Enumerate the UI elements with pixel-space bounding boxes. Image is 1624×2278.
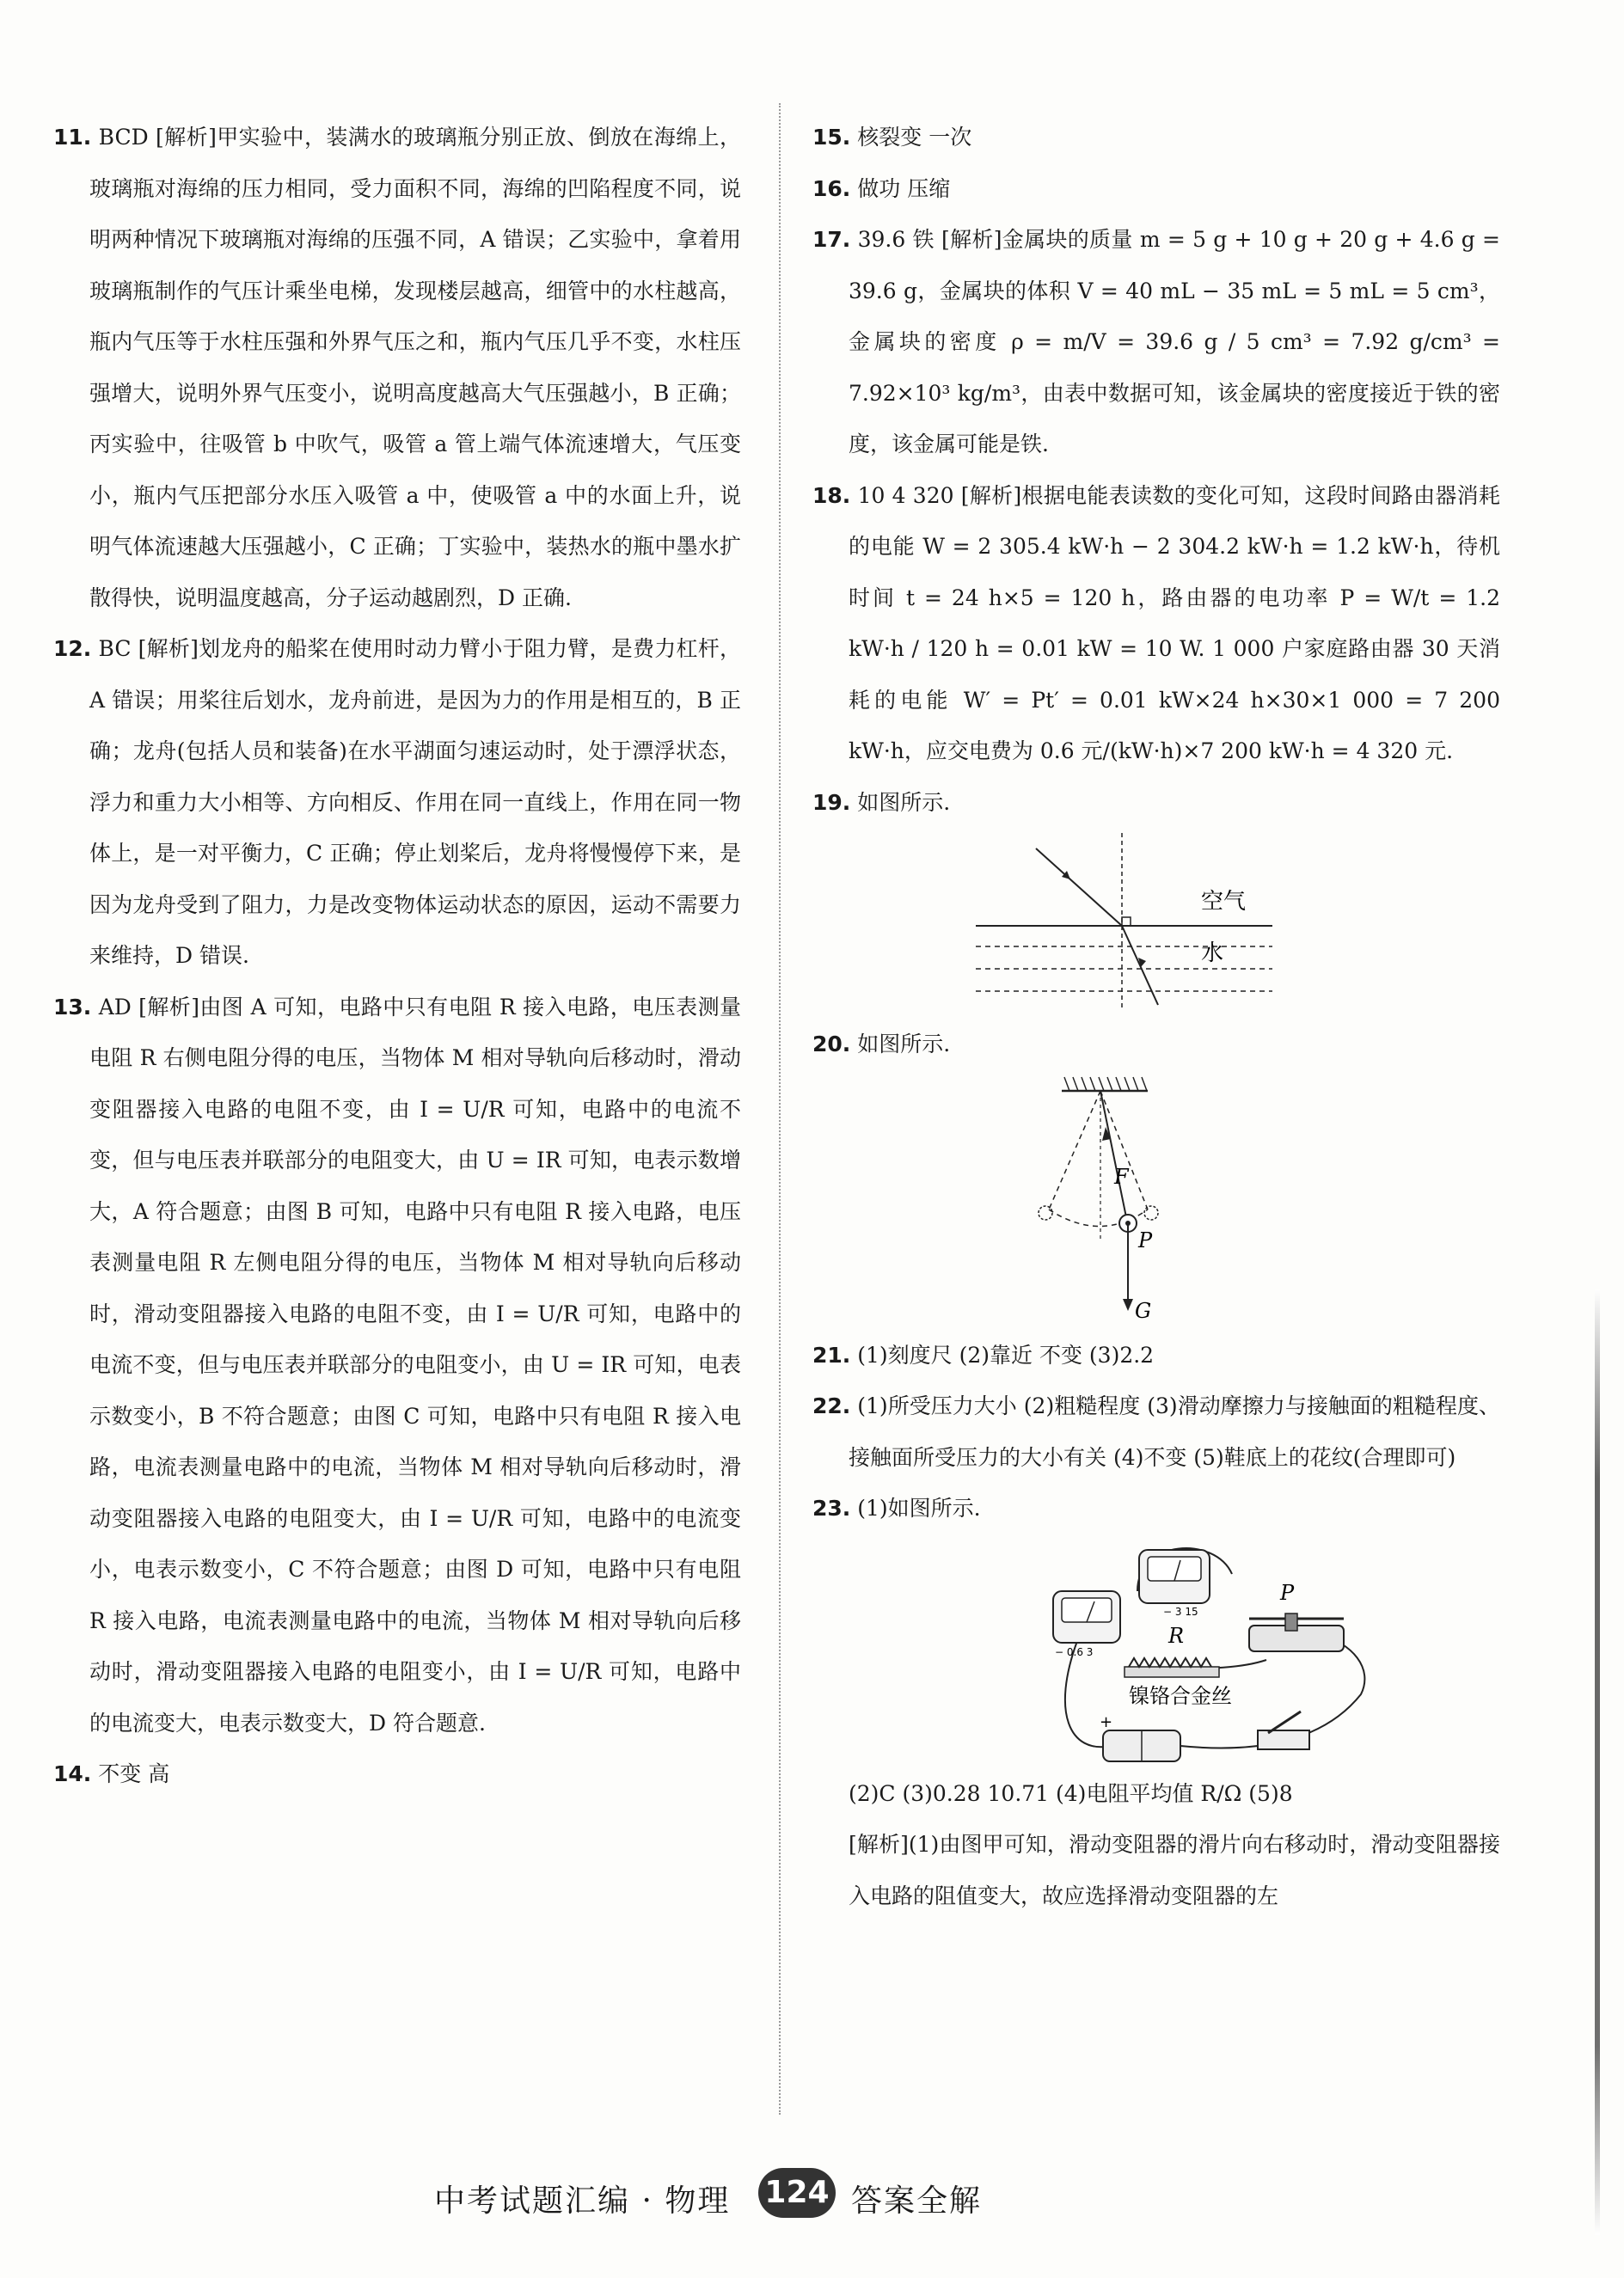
answer-text: (1)所受压力大小 (2)粗糙程度 (3)滑动摩擦力与接触面的粗糙程度、接触面所受压力的大小有关 (4)不变 (5)鞋底上的花纹(合理即可) (849, 1393, 1500, 1470)
answer-20 (812, 1019, 1500, 1070)
resistor-wire (1125, 1658, 1219, 1677)
column-divider (779, 103, 781, 2115)
answer-text: 做功 压缩 (857, 175, 951, 201)
answer-23-sub: (2)C (3)0.28 10.71 (4)电阻平均值 R/Ω (5)8 (849, 1780, 1293, 1806)
answer-16 (812, 163, 1500, 215)
pendulum-diagram (1032, 1075, 1221, 1325)
label-air: 空气 (1201, 889, 1247, 915)
gravity-arrow (1123, 1299, 1133, 1311)
ammeter-terminals: − 0.6 3 (1055, 1645, 1094, 1658)
question-number: 15. (812, 125, 851, 150)
incident-ray (1036, 848, 1122, 926)
label-F: F (1114, 1164, 1129, 1189)
section-title: 答案全解 (851, 2183, 983, 2219)
answer-text: (1)如图所示. (857, 1496, 981, 1521)
question-number: 23. (812, 1496, 851, 1521)
answer-text: AD [解析]由图 A 可知，电路中只有电阻 R 接入电路，电压表测量电阻 R 右侧电阻分得的电压，当物体 M 相对导轨向后移动时，滑动变阻器接入电路的电阻不变，由 I = U/R 可知，电路中的电流不变，但与电压表并联部分的电阻变大，由 U = IR 可知，电表示数增大，A 符合题意；由图 B 可知，电路中只有电阻 R 接入电路，电压表测量电阻 R 左侧电阻分得的电压，当物体 M 相对导轨向后移动时，滑动变阻器接入电路的电阻不变，由 I = U/R 可知，电路中的电流不变，但与电压表并联部分的电阻变小，由 U = IR 可知，电表示数变小，B 不符合题意；由图 C 可知，电路中只有电阻 R 接入电路，电流表测量电路中的电流，当物体 M 相对导轨向后移动时，滑动变阻器接入电路的电阻变大，由 I = U/R 可知，电路中的电流变小，电表示数变小，C 不符合题意；由图 D 可知，电路中只有电阻 R 接入电路，电流表测量电路中的电流，当物体 M 相对导轨向后移动时，滑动变阻器接入电路的电阻变小，由 I = U/R 可知，电路中的电流变大，电表示数变大，D 符合题意. (89, 994, 742, 1736)
question-number: 13. (53, 994, 92, 1020)
answer-15 (812, 112, 1500, 163)
label-water: 水 (1201, 940, 1224, 966)
answer-14 (53, 1748, 741, 1800)
ceiling-hatch (1064, 1077, 1147, 1091)
answer-text: 核裂变 一次 (857, 125, 972, 150)
page-footer (0, 2166, 1624, 2226)
circuit-diagram (1043, 1540, 1387, 1763)
question-number: 12. (53, 636, 92, 661)
ball-left (1039, 1206, 1052, 1220)
string-left (1049, 1091, 1100, 1209)
answer-text: (1)刻度尺 (2)靠近 不变 (3)2.2 (857, 1342, 1155, 1368)
answer-21 (812, 1330, 1500, 1381)
answer-17 (812, 214, 1500, 470)
question-number: 14. (53, 1761, 92, 1786)
answer-19 (812, 777, 1500, 829)
answer-18 (812, 470, 1500, 777)
question-number: 18. (812, 482, 851, 508)
right-column (812, 112, 1500, 1921)
answer-12 (53, 623, 741, 982)
question-number: 11. (53, 125, 92, 150)
answer-23 (812, 1483, 1500, 1534)
book-title: 中考试题汇编 · 物理 (434, 2183, 731, 2219)
right-angle-mark (1122, 917, 1131, 926)
label-P: P (1280, 1580, 1295, 1605)
question-number: 17. (812, 227, 851, 252)
answer-text: 10 4 320 [解析]根据电能表读数的变化可知，这段时间路由器消耗的电能 W = 2 305.4 kW·h − 2 304.2 kW·h = 1.2 kW·h，待机时间 t = 24 h×5 = 120 h，路由器的电功率 P = W/t = 1.2 kW·h / 120 h = 0.01 kW = 10 W. 1 000 户家庭路由器 30 天消耗的电能 W′ = Pt′ = 0.01 kW×24 h×30×1 000 = 7 200 kW·h，应交电费为 0.6 元/(kW·h)×7 200 kW·h = 4 320 元. (849, 482, 1500, 763)
string-right (1100, 1091, 1148, 1209)
label-wire: 镍铬合金丝 (1129, 1683, 1232, 1708)
ammeter (1053, 1591, 1120, 1658)
switch (1258, 1712, 1309, 1749)
question-number: 20. (812, 1032, 851, 1056)
refraction-diagram (976, 833, 1285, 1013)
string (1100, 1091, 1126, 1217)
question-number: 21. (812, 1342, 851, 1368)
page-number: 124 (758, 2168, 836, 2218)
answer-11 (53, 112, 741, 623)
answer-13 (53, 982, 741, 1749)
answer-text: BC [解析]划龙舟的船桨在使用时动力臂小于阻力臂，是费力杠杆，A 错误；用桨往后划水，龙舟前进，是因为力的作用是相互的，B 正确；龙舟(包括人员和装备)在水平湖面匀速运动时，处于漂浮状态，浮力和重力大小相等、方向相反、作用在同一直线上，作用在同一物体上，是一对平衡力，C 正确；停止划桨后，龙舟将慢慢停下来，是因为龙舟受到了阻力，力是改变物体运动状态的原因，运动不需要力来维持，D 错误. (89, 636, 742, 968)
label-P: P (1138, 1228, 1153, 1252)
label-R: R (1168, 1623, 1185, 1648)
voltmeter-terminals: − 3 15 (1163, 1605, 1198, 1618)
question-number: 19. (812, 789, 851, 815)
answer-23-explain: [解析](1)由图甲可知，滑动变阻器的滑片向右移动时，滑动变阻器接入电路的阻值变大，故应选择滑动变阻器的左 (849, 1832, 1500, 1908)
rheostat (1249, 1614, 1344, 1651)
label-G: G (1135, 1298, 1152, 1323)
battery (1100, 1713, 1180, 1761)
ball-right (1144, 1206, 1158, 1220)
question-number: 16. (812, 175, 851, 201)
answer-22 (812, 1381, 1500, 1483)
answer-text: BCD [解析]甲实验中，装满水的玻璃瓶分别正放、倒放在海绵上，玻璃瓶对海绵的压力相同，受力面积不同，海绵的凹陷程度不同，说明两种情况下玻璃瓶对海绵的压强不同，A 错误；乙实验中，拿着用玻璃瓶制作的气压计乘坐电梯，发现楼层越高，细管中的水柱越高，瓶内气压等于水柱压强和外界气压之和，瓶内气压几乎不变，水柱压强增大，说明外界气压变小，说明高度越高大气压强越小，B 正确；丙实验中，往吸管 b 中吹气，吸管 a 管上端气体流速增大，气压变小，瓶内气压把部分水压入吸管 a 中，使吸管 a 中的水面上升，说明气体流速越大压强越小，C 正确；丁实验中，装热水的瓶中墨水扩散得快，说明温度越高，分子运动越剧烈，D 正确. (89, 125, 741, 610)
answer-text: 如图所示. (857, 1032, 951, 1056)
answer-text: 不变 高 (98, 1761, 170, 1786)
left-column (53, 112, 741, 1800)
answer-text: 39.6 铁 [解析]金属块的质量 m = 5 g + 10 g + 20 g + 4.6 g = 39.6 g，金属块的体积 V = 40 mL − 35 mL = 5 mL = 5 cm³，金属块的密度 ρ = m/V = 39.6 g / 5 cm³ = 7.92 g/cm³ = 7.92×10³ kg/m³，由表中数据可知，该金属块的密度接近于铁的密度，该金属可能是铁. (849, 227, 1500, 456)
question-number: 22. (812, 1393, 851, 1418)
page-edge-shadow (1595, 1289, 1600, 2235)
voltmeter (1139, 1550, 1210, 1618)
answer-text: 如图所示. (857, 789, 951, 815)
svg-text:+: + (1100, 1712, 1113, 1731)
refracted-ray (1122, 926, 1158, 1005)
